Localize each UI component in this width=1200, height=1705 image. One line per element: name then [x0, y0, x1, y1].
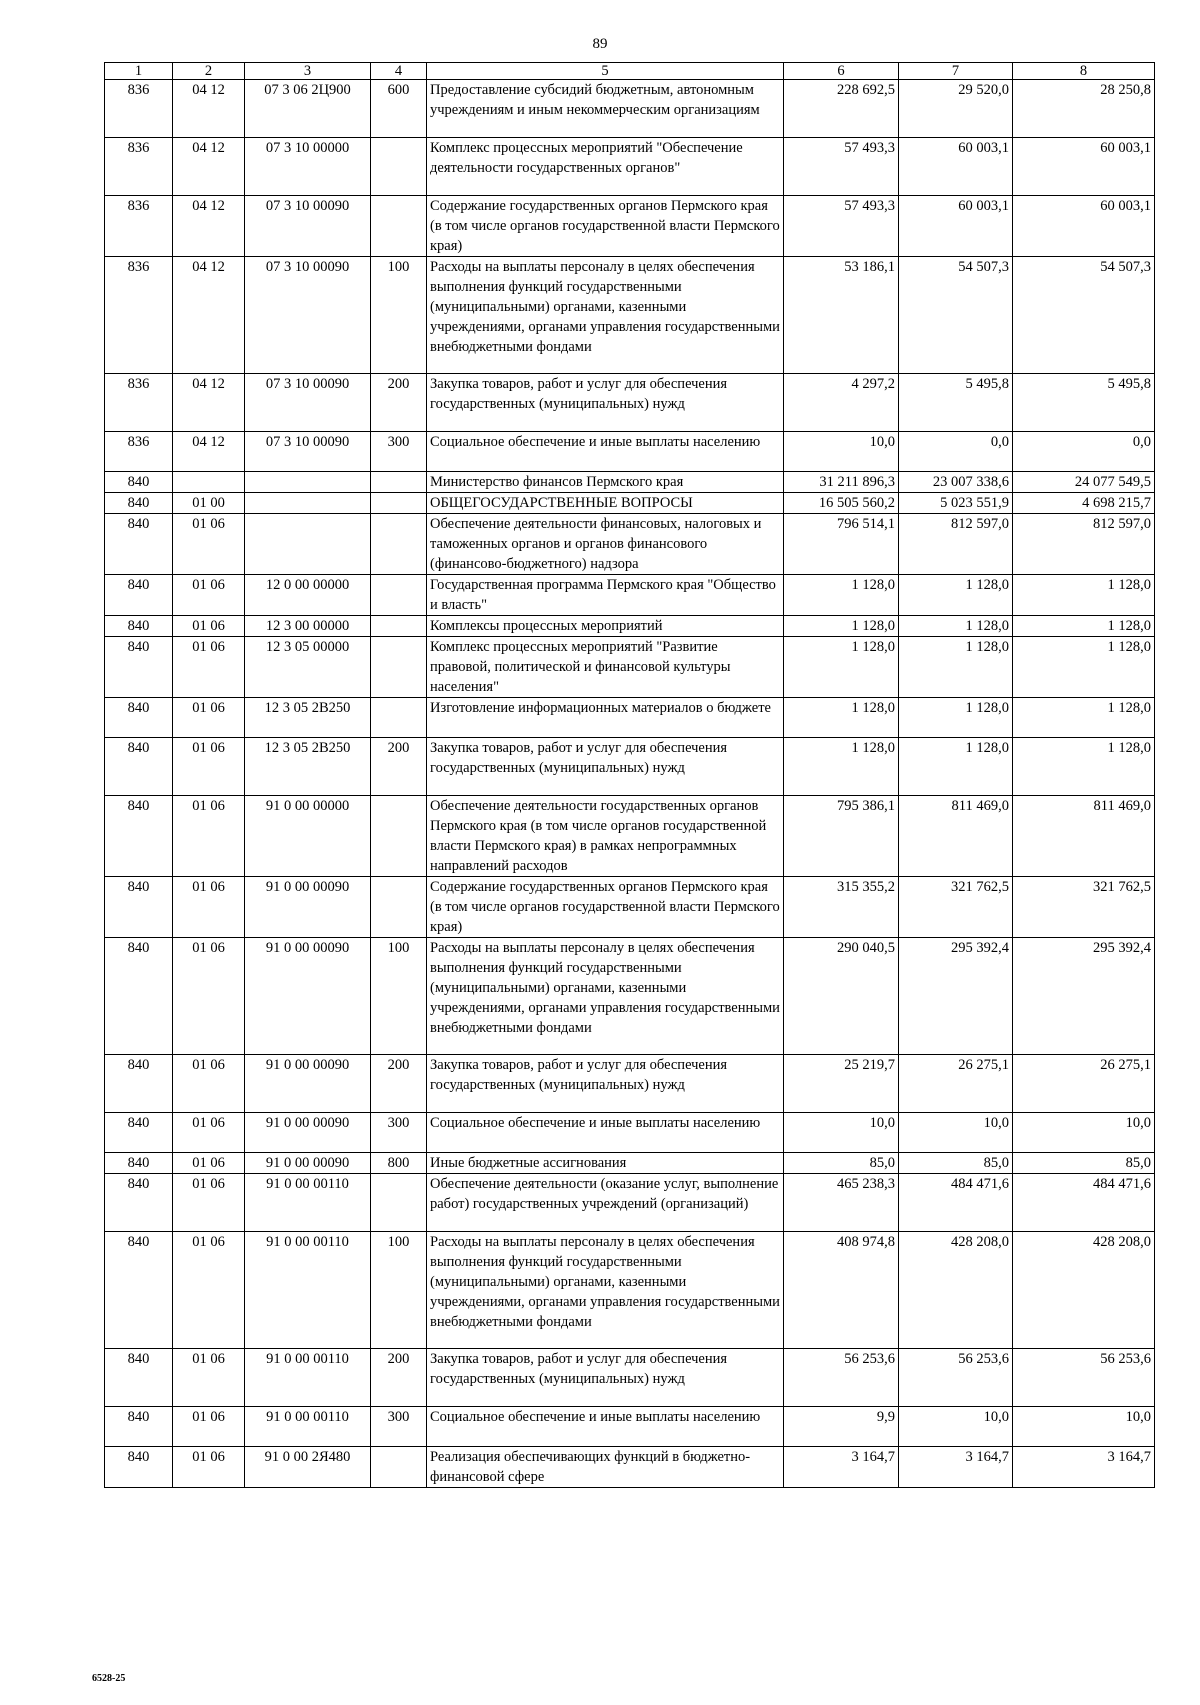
- expense-type-cell: 800: [371, 1153, 427, 1174]
- amount-col6-cell: 290 040,5: [784, 938, 899, 1055]
- expense-type-cell: [371, 877, 427, 938]
- table-row: [105, 796, 1155, 877]
- expense-type-cell: [371, 514, 427, 575]
- amount-col6-cell: 56 253,6: [784, 1349, 899, 1407]
- section-code-cell: 01 06: [173, 637, 245, 698]
- description-cell: Закупка товаров, работ и услуг для обеспечения государственных (муниципальных) нужд: [427, 374, 784, 432]
- amount-col7-cell: 85,0: [899, 1153, 1013, 1174]
- amount-col8-cell: 1 128,0: [1013, 616, 1155, 637]
- amount-col8-cell: 10,0: [1013, 1407, 1155, 1447]
- table-row: [105, 1407, 1155, 1447]
- section-code-cell: 01 06: [173, 796, 245, 877]
- amount-col6-cell: 10,0: [784, 1113, 899, 1153]
- target-article-cell: 91 0 00 2Я480: [245, 1447, 371, 1488]
- column-header: 5: [427, 63, 784, 80]
- amount-col8-cell: 484 471,6: [1013, 1174, 1155, 1232]
- amount-col7-cell: 428 208,0: [899, 1232, 1013, 1349]
- table-row: [105, 698, 1155, 738]
- amount-col8-cell: 5 495,8: [1013, 374, 1155, 432]
- description-cell: Иные бюджетные ассигнования: [427, 1153, 784, 1174]
- description-cell: Министерство финансов Пермского края: [427, 472, 784, 493]
- amount-col7-cell: 321 762,5: [899, 877, 1013, 938]
- amount-col8-cell: 295 392,4: [1013, 938, 1155, 1055]
- description-cell: Обеспечение деятельности (оказание услуг, выполнение работ) государственных учреждений (организаций): [427, 1174, 784, 1232]
- expense-type-cell: [371, 138, 427, 196]
- ved-code-cell: 840: [105, 616, 173, 637]
- expense-type-cell: 600: [371, 80, 427, 138]
- amount-col7-cell: 60 003,1: [899, 138, 1013, 196]
- amount-col6-cell: 10,0: [784, 432, 899, 472]
- table-row: [105, 472, 1155, 493]
- expense-type-cell: [371, 698, 427, 738]
- description-cell: Обеспечение деятельности финансовых, налоговых и таможенных органов и органов финансового (финансово-бюджетного) надзора: [427, 514, 784, 575]
- target-article-cell: 91 0 00 00110: [245, 1232, 371, 1349]
- table-row: [105, 432, 1155, 472]
- expense-type-cell: [371, 472, 427, 493]
- description-cell: Комплекс процессных мероприятий "Обеспечение деятельности государственных органов": [427, 138, 784, 196]
- target-article-cell: [245, 514, 371, 575]
- target-article-cell: 12 3 05 2В250: [245, 698, 371, 738]
- column-header: 8: [1013, 63, 1155, 80]
- description-cell: Расходы на выплаты персоналу в целях обеспечения выполнения функций государственными (муниципальными) органами, казенными учреждениями, органами управления государственными внебюджетными фондами: [427, 938, 784, 1055]
- amount-col6-cell: 1 128,0: [784, 637, 899, 698]
- expense-type-cell: 100: [371, 257, 427, 374]
- column-header: 6: [784, 63, 899, 80]
- amount-col8-cell: 4 698 215,7: [1013, 493, 1155, 514]
- section-code-cell: 01 06: [173, 938, 245, 1055]
- section-code-cell: 01 06: [173, 575, 245, 616]
- table-row: [105, 80, 1155, 138]
- amount-col6-cell: 1 128,0: [784, 698, 899, 738]
- target-article-cell: 91 0 00 00110: [245, 1407, 371, 1447]
- amount-col7-cell: 0,0: [899, 432, 1013, 472]
- amount-col8-cell: 24 077 549,5: [1013, 472, 1155, 493]
- page-number: 89: [592, 36, 608, 52]
- amount-col8-cell: 321 762,5: [1013, 877, 1155, 938]
- amount-col7-cell: 1 128,0: [899, 637, 1013, 698]
- table-row: [105, 1055, 1155, 1113]
- ved-code-cell: 840: [105, 1113, 173, 1153]
- target-article-cell: 91 0 00 00090: [245, 938, 371, 1055]
- ved-code-cell: 836: [105, 80, 173, 138]
- amount-col8-cell: 60 003,1: [1013, 196, 1155, 257]
- section-code-cell: 01 06: [173, 1232, 245, 1349]
- amount-col8-cell: 1 128,0: [1013, 698, 1155, 738]
- amount-col8-cell: 54 507,3: [1013, 257, 1155, 374]
- table-row: [105, 493, 1155, 514]
- amount-col6-cell: 57 493,3: [784, 196, 899, 257]
- ved-code-cell: 840: [105, 938, 173, 1055]
- amount-col7-cell: 23 007 338,6: [899, 472, 1013, 493]
- expense-type-cell: [371, 1447, 427, 1488]
- table-row: [105, 138, 1155, 196]
- section-code-cell: 01 06: [173, 738, 245, 796]
- description-cell: Комплекс процессных мероприятий "Развитие правовой, политической и финансовой культуры населения": [427, 637, 784, 698]
- expense-type-cell: 200: [371, 1349, 427, 1407]
- description-cell: Закупка товаров, работ и услуг для обеспечения государственных (муниципальных) нужд: [427, 738, 784, 796]
- ved-code-cell: 840: [105, 1174, 173, 1232]
- description-cell: Социальное обеспечение и иные выплаты населению: [427, 1113, 784, 1153]
- amount-col6-cell: 795 386,1: [784, 796, 899, 877]
- table-row: [105, 877, 1155, 938]
- description-cell: Расходы на выплаты персоналу в целях обеспечения выполнения функций государственными (муниципальными) органами, казенными учреждениями, органами управления государственными внебюджетными фондами: [427, 257, 784, 374]
- section-code-cell: 01 06: [173, 1174, 245, 1232]
- section-code-cell: [173, 472, 245, 493]
- target-article-cell: 12 3 00 00000: [245, 616, 371, 637]
- amount-col7-cell: 3 164,7: [899, 1447, 1013, 1488]
- table-row: [105, 1174, 1155, 1232]
- section-code-cell: 01 06: [173, 1113, 245, 1153]
- ved-code-cell: 836: [105, 432, 173, 472]
- table-row: [105, 1113, 1155, 1153]
- section-code-cell: 04 12: [173, 257, 245, 374]
- amount-col6-cell: 315 355,2: [784, 877, 899, 938]
- ved-code-cell: 840: [105, 575, 173, 616]
- table-row: [105, 637, 1155, 698]
- expense-type-cell: 300: [371, 432, 427, 472]
- amount-col8-cell: 812 597,0: [1013, 514, 1155, 575]
- amount-col7-cell: 56 253,6: [899, 1349, 1013, 1407]
- amount-col8-cell: 1 128,0: [1013, 637, 1155, 698]
- target-article-cell: 91 0 00 00090: [245, 877, 371, 938]
- table-row: [105, 1232, 1155, 1349]
- target-article-cell: 91 0 00 00000: [245, 796, 371, 877]
- amount-col8-cell: 28 250,8: [1013, 80, 1155, 138]
- target-article-cell: 07 3 10 00090: [245, 257, 371, 374]
- target-article-cell: 91 0 00 00110: [245, 1174, 371, 1232]
- section-code-cell: 01 06: [173, 1153, 245, 1174]
- target-article-cell: 12 3 05 00000: [245, 637, 371, 698]
- section-code-cell: 01 06: [173, 514, 245, 575]
- column-header: 1: [105, 63, 173, 80]
- ved-code-cell: 840: [105, 738, 173, 796]
- description-cell: Обеспечение деятельности государственных органов Пермского края (в том числе органов государственной власти Пермского края) в рамках непрограммных направлений расходов: [427, 796, 784, 877]
- description-cell: Предоставление субсидий бюджетным, автономным учреждениям и иным некоммерческим организациям: [427, 80, 784, 138]
- description-cell: Государственная программа Пермского края "Общество и власть": [427, 575, 784, 616]
- table-row: [105, 257, 1155, 374]
- ved-code-cell: 840: [105, 877, 173, 938]
- expense-type-cell: [371, 493, 427, 514]
- amount-col7-cell: 484 471,6: [899, 1174, 1013, 1232]
- description-cell: Содержание государственных органов Пермского края (в том числе органов государственной власти Пермского края): [427, 196, 784, 257]
- amount-col6-cell: 16 505 560,2: [784, 493, 899, 514]
- ved-code-cell: 840: [105, 637, 173, 698]
- expense-type-cell: 200: [371, 738, 427, 796]
- amount-col7-cell: 811 469,0: [899, 796, 1013, 877]
- ved-code-cell: 840: [105, 472, 173, 493]
- expense-type-cell: 200: [371, 374, 427, 432]
- document-code: 6528-25: [92, 1673, 126, 1684]
- target-article-cell: 07 3 10 00000: [245, 138, 371, 196]
- amount-col7-cell: 10,0: [899, 1113, 1013, 1153]
- ved-code-cell: 840: [105, 698, 173, 738]
- amount-col6-cell: 1 128,0: [784, 616, 899, 637]
- amount-col8-cell: 56 253,6: [1013, 1349, 1155, 1407]
- ved-code-cell: 836: [105, 196, 173, 257]
- section-code-cell: 01 06: [173, 698, 245, 738]
- amount-col7-cell: 812 597,0: [899, 514, 1013, 575]
- column-header: 7: [899, 63, 1013, 80]
- target-article-cell: 12 3 05 2В250: [245, 738, 371, 796]
- amount-col8-cell: 1 128,0: [1013, 575, 1155, 616]
- amount-col8-cell: 1 128,0: [1013, 738, 1155, 796]
- table-row: [105, 738, 1155, 796]
- target-article-cell: 07 3 10 00090: [245, 196, 371, 257]
- column-header: 2: [173, 63, 245, 80]
- amount-col8-cell: 60 003,1: [1013, 138, 1155, 196]
- target-article-cell: 91 0 00 00110: [245, 1349, 371, 1407]
- description-cell: ОБЩЕГОСУДАРСТВЕННЫЕ ВОПРОСЫ: [427, 493, 784, 514]
- ved-code-cell: 840: [105, 1232, 173, 1349]
- table-row: [105, 196, 1155, 257]
- amount-col7-cell: 29 520,0: [899, 80, 1013, 138]
- target-article-cell: 07 3 06 2Ц900: [245, 80, 371, 138]
- amount-col6-cell: 25 219,7: [784, 1055, 899, 1113]
- description-cell: Комплексы процессных мероприятий: [427, 616, 784, 637]
- amount-col6-cell: 465 238,3: [784, 1174, 899, 1232]
- amount-col6-cell: 53 186,1: [784, 257, 899, 374]
- target-article-cell: [245, 472, 371, 493]
- section-code-cell: 01 06: [173, 616, 245, 637]
- ved-code-cell: 840: [105, 1407, 173, 1447]
- expense-type-cell: [371, 575, 427, 616]
- amount-col7-cell: 26 275,1: [899, 1055, 1013, 1113]
- description-cell: Содержание государственных органов Пермского края (в том числе органов государственной власти Пермского края): [427, 877, 784, 938]
- expense-type-cell: 100: [371, 938, 427, 1055]
- amount-col8-cell: 26 275,1: [1013, 1055, 1155, 1113]
- description-cell: Социальное обеспечение и иные выплаты населению: [427, 432, 784, 472]
- amount-col7-cell: 60 003,1: [899, 196, 1013, 257]
- expense-type-cell: 100: [371, 1232, 427, 1349]
- amount-col7-cell: 1 128,0: [899, 616, 1013, 637]
- table-row: [105, 1153, 1155, 1174]
- budget-table: [104, 62, 1155, 1488]
- table-row: [105, 1447, 1155, 1488]
- section-code-cell: 01 06: [173, 1447, 245, 1488]
- section-code-cell: 04 12: [173, 432, 245, 472]
- ved-code-cell: 840: [105, 1447, 173, 1488]
- section-code-cell: 01 00: [173, 493, 245, 514]
- target-article-cell: 91 0 00 00090: [245, 1055, 371, 1113]
- ved-code-cell: 840: [105, 1055, 173, 1113]
- amount-col8-cell: 85,0: [1013, 1153, 1155, 1174]
- target-article-cell: 91 0 00 00090: [245, 1113, 371, 1153]
- amount-col8-cell: 3 164,7: [1013, 1447, 1155, 1488]
- amount-col8-cell: 0,0: [1013, 432, 1155, 472]
- amount-col6-cell: 57 493,3: [784, 138, 899, 196]
- amount-col6-cell: 3 164,7: [784, 1447, 899, 1488]
- section-code-cell: 04 12: [173, 138, 245, 196]
- section-code-cell: 01 06: [173, 877, 245, 938]
- expense-type-cell: [371, 637, 427, 698]
- description-cell: Социальное обеспечение и иные выплаты населению: [427, 1407, 784, 1447]
- amount-col6-cell: 4 297,2: [784, 374, 899, 432]
- ved-code-cell: 840: [105, 796, 173, 877]
- section-code-cell: 01 06: [173, 1407, 245, 1447]
- amount-col7-cell: 54 507,3: [899, 257, 1013, 374]
- ved-code-cell: 836: [105, 257, 173, 374]
- amount-col6-cell: 85,0: [784, 1153, 899, 1174]
- amount-col6-cell: 796 514,1: [784, 514, 899, 575]
- expense-type-cell: 300: [371, 1407, 427, 1447]
- amount-col8-cell: 811 469,0: [1013, 796, 1155, 877]
- target-article-cell: 07 3 10 00090: [245, 432, 371, 472]
- column-number-row: [105, 63, 1155, 80]
- expense-type-cell: [371, 196, 427, 257]
- table-row: [105, 938, 1155, 1055]
- table-row: [105, 1349, 1155, 1407]
- ved-code-cell: 836: [105, 374, 173, 432]
- expense-type-cell: 200: [371, 1055, 427, 1113]
- amount-col6-cell: 1 128,0: [784, 738, 899, 796]
- section-code-cell: 04 12: [173, 80, 245, 138]
- amount-col6-cell: 408 974,8: [784, 1232, 899, 1349]
- ved-code-cell: 840: [105, 514, 173, 575]
- table-row: [105, 374, 1155, 432]
- target-article-cell: 91 0 00 00090: [245, 1153, 371, 1174]
- section-code-cell: 01 06: [173, 1349, 245, 1407]
- ved-code-cell: 840: [105, 1349, 173, 1407]
- table-row: [105, 616, 1155, 637]
- target-article-cell: [245, 493, 371, 514]
- amount-col8-cell: 428 208,0: [1013, 1232, 1155, 1349]
- column-header: 3: [245, 63, 371, 80]
- table-row: [105, 514, 1155, 575]
- amount-col7-cell: 5 023 551,9: [899, 493, 1013, 514]
- ved-code-cell: 840: [105, 493, 173, 514]
- ved-code-cell: 840: [105, 1153, 173, 1174]
- expense-type-cell: [371, 1174, 427, 1232]
- amount-col6-cell: 31 211 896,3: [784, 472, 899, 493]
- amount-col6-cell: 1 128,0: [784, 575, 899, 616]
- section-code-cell: 01 06: [173, 1055, 245, 1113]
- description-cell: Закупка товаров, работ и услуг для обеспечения государственных (муниципальных) нужд: [427, 1349, 784, 1407]
- amount-col8-cell: 10,0: [1013, 1113, 1155, 1153]
- amount-col7-cell: 5 495,8: [899, 374, 1013, 432]
- table-row: [105, 575, 1155, 616]
- expense-type-cell: [371, 616, 427, 637]
- expense-type-cell: [371, 796, 427, 877]
- target-article-cell: 07 3 10 00090: [245, 374, 371, 432]
- expense-type-cell: 300: [371, 1113, 427, 1153]
- amount-col6-cell: 9,9: [784, 1407, 899, 1447]
- column-header: 4: [371, 63, 427, 80]
- amount-col6-cell: 228 692,5: [784, 80, 899, 138]
- amount-col7-cell: 1 128,0: [899, 575, 1013, 616]
- target-article-cell: 12 0 00 00000: [245, 575, 371, 616]
- section-code-cell: 04 12: [173, 374, 245, 432]
- description-cell: Закупка товаров, работ и услуг для обеспечения государственных (муниципальных) нужд: [427, 1055, 784, 1113]
- amount-col7-cell: 1 128,0: [899, 738, 1013, 796]
- amount-col7-cell: 1 128,0: [899, 698, 1013, 738]
- section-code-cell: 04 12: [173, 196, 245, 257]
- description-cell: Расходы на выплаты персоналу в целях обеспечения выполнения функций государственными (муниципальными) органами, казенными учреждениями, органами управления государственными внебюджетными фондами: [427, 1232, 784, 1349]
- amount-col7-cell: 295 392,4: [899, 938, 1013, 1055]
- amount-col7-cell: 10,0: [899, 1407, 1013, 1447]
- description-cell: Реализация обеспечивающих функций в бюджетно-финансовой сфере: [427, 1447, 784, 1488]
- ved-code-cell: 836: [105, 138, 173, 196]
- description-cell: Изготовление информационных материалов о бюджете: [427, 698, 784, 738]
